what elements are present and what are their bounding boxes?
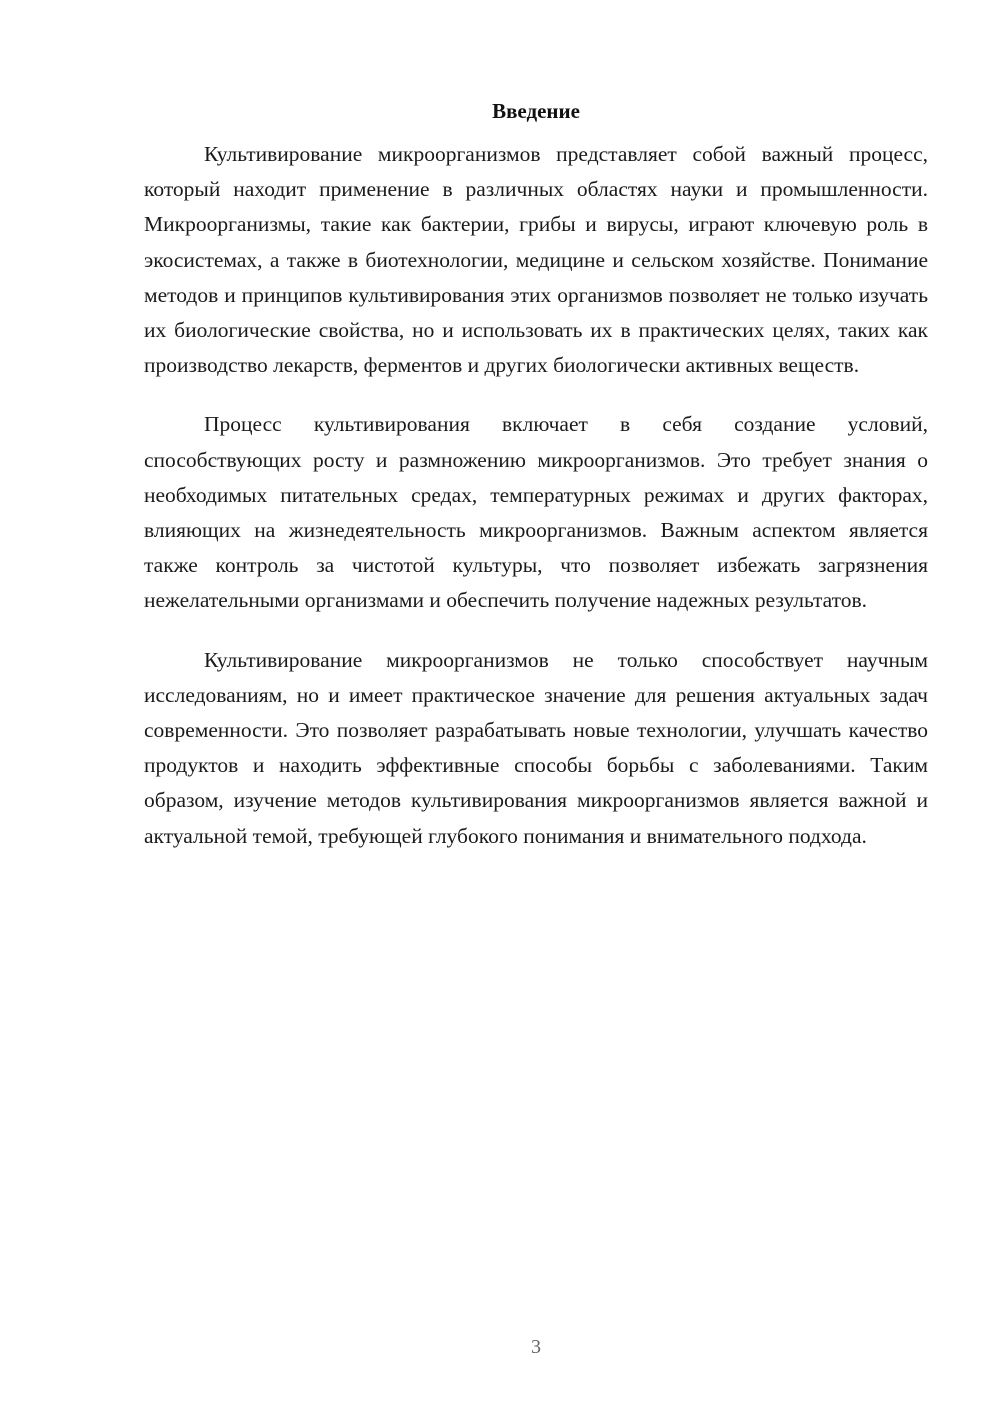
paragraph-1: Культивирование микроорганизмов представляет собой важный процесс, который находит применение в различных областях науки и промышленности. Микроорганизмы, такие как бактерии, грибы и вирусы, играют ключевую роль в экосистемах, а также в биотехнологии, медицине и сельском хозяйстве. Понимание методов и принципов культивирования этих организмов позволяет не только изучать их биологические свойства, но и использовать их в практических целях, таких как производство лекарств, ферментов и других биологически активных веществ. <box>144 142 928 378</box>
page-number: 3 <box>531 1336 541 1358</box>
paragraph-2: Процесс культивирования включает в себя создание условий, способствующих росту и размножению микроорганизмов. Это требует знания о необходимых питательных средах, температурных режимах и других факторах, влияющих на жизнедеятельность микроорганизмов. Важным аспектом является также контроль за чистотой культуры, что позволяет избежать загрязнения нежелательными организмами и обеспечить получение надежных результатов. <box>144 412 928 613</box>
paragraph-3: Культивирование микроорганизмов не только способствует научным исследованиям, но и имеет практическое значение для решения актуальных задач современности. Это позволяет разрабатывать новые технологии, улучшать качество продуктов и находить эффективные способы борьбы с заболеваниями. Таким образом, изучение методов культивирования микроорганизмов является важной и актуальной темой, требующей глубокого понимания и внимательного подхода. <box>144 647 928 848</box>
section-heading: Введение <box>492 99 580 123</box>
page-content <box>144 95 928 878</box>
